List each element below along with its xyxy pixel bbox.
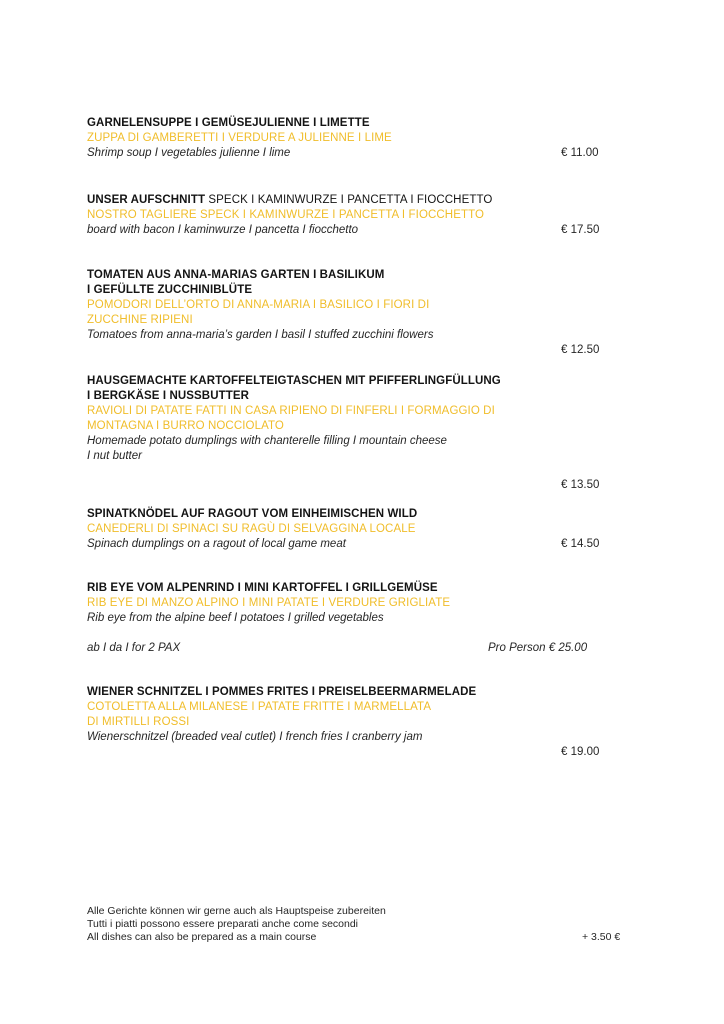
dish-title-de: RIB EYE VOM ALPENRIND I MINI KARTOFFEL I GRILLGEMÜSE <box>87 582 438 594</box>
dish-title-it-line-2: ZUCCHINE RIPIENI <box>87 314 193 326</box>
menu-item-potato-dumplings <box>87 374 607 464</box>
dish-description-en-line-1: Homemade potato dumplings with chanterelle filling I mountain cheese <box>87 435 447 447</box>
dish-title-it: CANEDERLI DI SPINACI SU RAGÙ DI SELVAGGINA LOCALE <box>87 523 416 535</box>
dish-title-de: GARNELENSUPPE I GEMÜSEJULIENNE I LIMETTE <box>87 117 370 129</box>
dish-description-en: Rib eye from the alpine beef I potatoes I grilled vegetables <box>87 612 384 624</box>
dish-price: € 11.00 <box>561 147 599 159</box>
dish-description-en: Tomatoes from anna-maria’s garden I basil I stuffed zucchini flowers <box>87 329 434 341</box>
dish-description-en: board with bacon I kaminwurze I pancetta I fiocchetto <box>87 224 359 236</box>
dish-price: € 17.50 <box>561 224 600 236</box>
dish-title-it-line-1: COTOLETTA ALLA MILANESE I PATATE FRITTE I MARMELLATA <box>87 701 432 713</box>
dish-title-it-line-1: RAVIOLI DI PATATE FATTI IN CASA RIPIENO DI FINFERLI I FORMAGGIO DI <box>87 405 495 417</box>
dish-price: € 13.50 <box>561 479 600 491</box>
menu-item-spinach-dumplings <box>87 507 607 552</box>
menu-item-wiener-schnitzel <box>87 685 607 745</box>
menu-item-cold-cuts <box>87 193 607 238</box>
dish-price <box>488 641 587 656</box>
dish-price: € 14.50 <box>561 538 600 550</box>
footer-line-it: Tutti i piatti possono essere preparati anche come secondi <box>87 918 359 930</box>
dish-title-it: NOSTRO TAGLIERE SPECK I KAMINWURZE I PANCETTA I FIOCCHETTO <box>87 209 485 221</box>
menu-item-shrimp-soup <box>87 116 607 161</box>
dish-title-it: ZUPPA DI GAMBERETTI I VERDURE A JULIENNE I LIME <box>87 132 392 144</box>
dish-title-de-line-2: I BERGKÄSE I NUSSBUTTER <box>87 390 250 402</box>
dish-title-de: SPINATKNÖDEL AUF RAGOUT VOM EINHEIMISCHEN WILD <box>87 508 418 520</box>
footer-surcharge: + 3.50 € <box>582 931 621 943</box>
dish-title-de-line-1: TOMATEN AUS ANNA-MARIAS GARTEN I BASILIKUM <box>87 269 385 281</box>
dish-serving-note: ab I da I for 2 PAX <box>87 642 181 654</box>
menu-item-tomatoes <box>87 268 607 343</box>
dish-title-de-rest: SPECK I KAMINWURZE I PANCETTA I FIOCCHETTO <box>205 194 493 206</box>
dish-price-text: Pro Person € 25.00 <box>488 642 588 654</box>
dish-title-de: WIENER SCHNITZEL I POMMES FRITES I PREISELBEERMARMELADE <box>87 686 477 698</box>
dish-title-it-line-2: MONTAGNA I BURRO NOCCIOLATO <box>87 420 284 432</box>
dish-title-de <box>87 193 607 208</box>
dish-description-en: Wienerschnitzel (breaded veal cutlet) I french fries I cranberry jam <box>87 731 423 743</box>
footer-line-de: Alle Gerichte können wir gerne auch als Hauptspeise zubereiten <box>87 905 386 917</box>
dish-description-en-line-2: I nut butter <box>87 450 142 462</box>
dish-title-it-line-2: DI MIRTILLI ROSSI <box>87 716 190 728</box>
dish-description-en: Spinach dumplings on a ragout of local game meat <box>87 538 346 550</box>
dish-title-it-line-1: POMODORI DELL’ORTO DI ANNA-MARIA I BASILICO I FIORI DI <box>87 299 430 311</box>
dish-title-de-line-2: I GEFÜLLTE ZUCCHINIBLÜTE <box>87 284 253 296</box>
dish-title-it: RIB EYE DI MANZO ALPINO I MINI PATATE I VERDURE GRIGLIATE <box>87 597 451 609</box>
footer-note <box>87 905 386 944</box>
dish-price: € 12.50 <box>561 344 600 356</box>
dish-title-de-line-1: HAUSGEMACHTE KARTOFFELTEIGTASCHEN MIT PFIFFERLINGFÜLLUNG <box>87 375 501 387</box>
dish-description-en: Shrimp soup I vegetables julienne I lime <box>87 147 291 159</box>
footer-line-en: All dishes can also be prepared as a main course <box>87 931 317 943</box>
dish-price: € 19.00 <box>561 746 600 758</box>
menu-item-rib-eye <box>87 581 607 626</box>
dish-title-de-bold: UNSER AUFSCHNITT <box>87 194 206 206</box>
